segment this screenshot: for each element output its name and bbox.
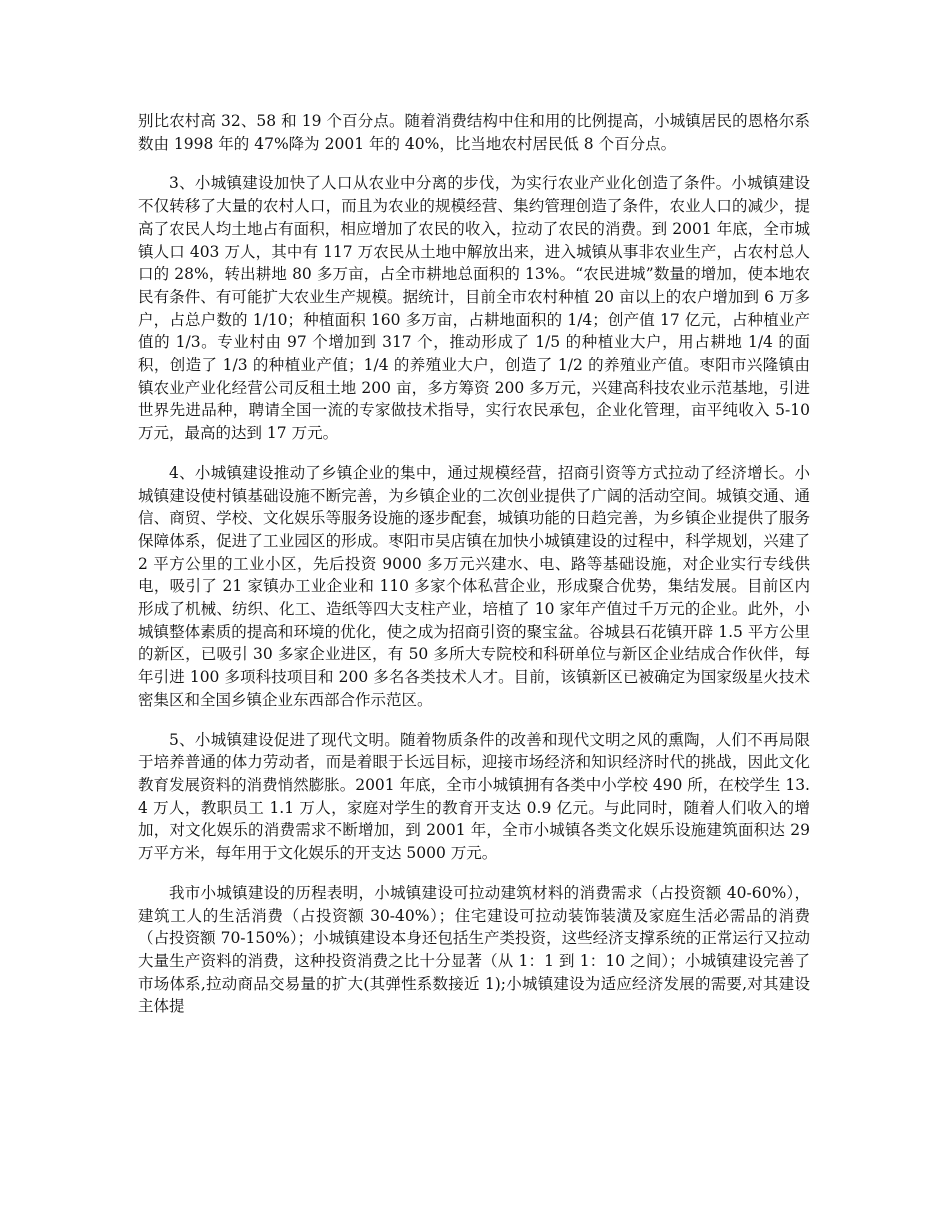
paragraph-agricultural-industrialization: 3、小城镇建设加快了人口从农业中分离的步伐，为实行农业产业化创造了条件。小城镇建设不仅转移了大量的农村人口，而且为农业的规模经营、集约管理创造了条件，农业人口的减少，提高了农民人均土地占有面积，相应增加了农民的收入，拉动了农民的消费。到 2001 年底，全市城镇人口 403 万人，其中有 117 万农民从土地中解放出来，进入城镇从事非农业生产，占农村总人口的 28%，转出耕地 80 多万亩，占全市耕地总面积的 13%。“农民进城”数量的增加，使本地农民有条件、有可能扩大农业生产规模。据统计，目前全市农村种植 20 亩以上的农户增加到 6 万多户，占总户数的 1/10；种植面积 160 多万亩，占耕地面积的 1/4；创产值 17 亿元，占种植业产值的 1/3。专业村由 97 个增加到 317 个，推动形成了 1/5 的种植业大户，用占耕地 1/4 的面积，创造了 1/3 的种植业产值；1/4 的养殖业大户，创造了 1/2 的养殖业产值。枣阳市兴隆镇由镇农业产业化经营公司反租土地 200 亩，多方筹资 200 多万元，兴建高科技农业示范基地，引进世界先进品种，聘请全国一流的专家做技术指导，实行农民承包，企业化管理，亩平纯收入 5-10 万元，最高的达到 17 万元。 — [138, 174, 810, 443]
paragraph-engel-coefficient: 别比农村高 32、58 和 19 个百分点。随着消费结构中住和用的比例提高，小城镇居民的恩格尔系数由 1998 年的 47%降为 2001 年的 40%，比当地农村居民低 8 个百分点。 — [138, 112, 810, 153]
paragraph-township-enterprises: 4、小城镇建设推动了乡镇企业的集中，通过规模经营，招商引资等方式拉动了经济增长。小城镇建设使村镇基础设施不断完善，为乡镇企业的二次创业提供了广阔的活动空间。城镇交通、通信、商贸、学校、文化娱乐等服务设施的逐步配套，城镇功能的日趋完善，为乡镇企业提供了服务保障体系，促进了工业园区的形成。枣阳市吴店镇在加快小城镇建设的过程中，科学规划，兴建了 2 平方公里的工业小区，先后投资 9000 多万元兴建水、电、路等基础设施，对企业实行专线供电，吸引了 21 家镇办工业企业和 110 多家个体私营企业，形成聚合优势，集结发展。目前区内形成了机械、纺织、化工、造纸等四大支柱产业，培植了 10 家年产值过千万元的企业。此外，小城镇整体素质的提高和环境的优化，使之成为招商引资的聚宝盆。谷城县石花镇开辟 1.5 平方公里的新区，已吸引 30 多家企业进区，有 50 多所大专院校和科研单位与新区企业结成合作伙伴，每年引进 100 多项科技项目和 200 多名各类技术人才。目前，该镇新区已被确定为国家级星火技术密集区和全国乡镇企业东西部合作示范区。 — [138, 463, 810, 709]
paragraph-construction-summary: 我市小城镇建设的历程表明，小城镇建设可拉动建筑材料的消费需求（占投资额 40-60%），建筑工人的生活消费（占投资额 30-40%）；住宅建设可拉动装饰装潢及家庭生活必需品的消费（占投资额 70-150%）；小城镇建设本身还包括生产类投资，这些经济支撑系统的正常运行又拉动大量生产资料的消费，这种投资消费之比十分显著（从 1：1 到 1：10 之间）；小城镇建设完善了市场体系,拉动商品交易量的扩大(其弹性系数接近 1);小城镇建设为适应经济发展的需要,对其建设主体提 — [138, 883, 811, 1016]
paragraph-modern-civilization: 5、小城镇建设促进了现代文明。随着物质条件的改善和现代文明之风的熏陶，人们不再局限于培养普通的体力劳动者，而是着眼于长远目标，迎接市场经济和知识经济时代的挑战，因此文化教育发展资料的消费悄然膨胀。2001 年底，全市小城镇拥有各类中小学校 490 所，在校学生 13.4 万人，教职员工 1.1 万人，家庭对学生的教育开支达 0.9 亿元。与此同时，随着人们收入的增加，对文化娱乐的消费需求不断增加，到 2001 年，全市小城镇各类文化娱乐设施建筑面积达 29 万平方米，每年用于文化娱乐的开支达 5000 万元。 — [138, 730, 810, 863]
document-page — [138, 110, 810, 1035]
